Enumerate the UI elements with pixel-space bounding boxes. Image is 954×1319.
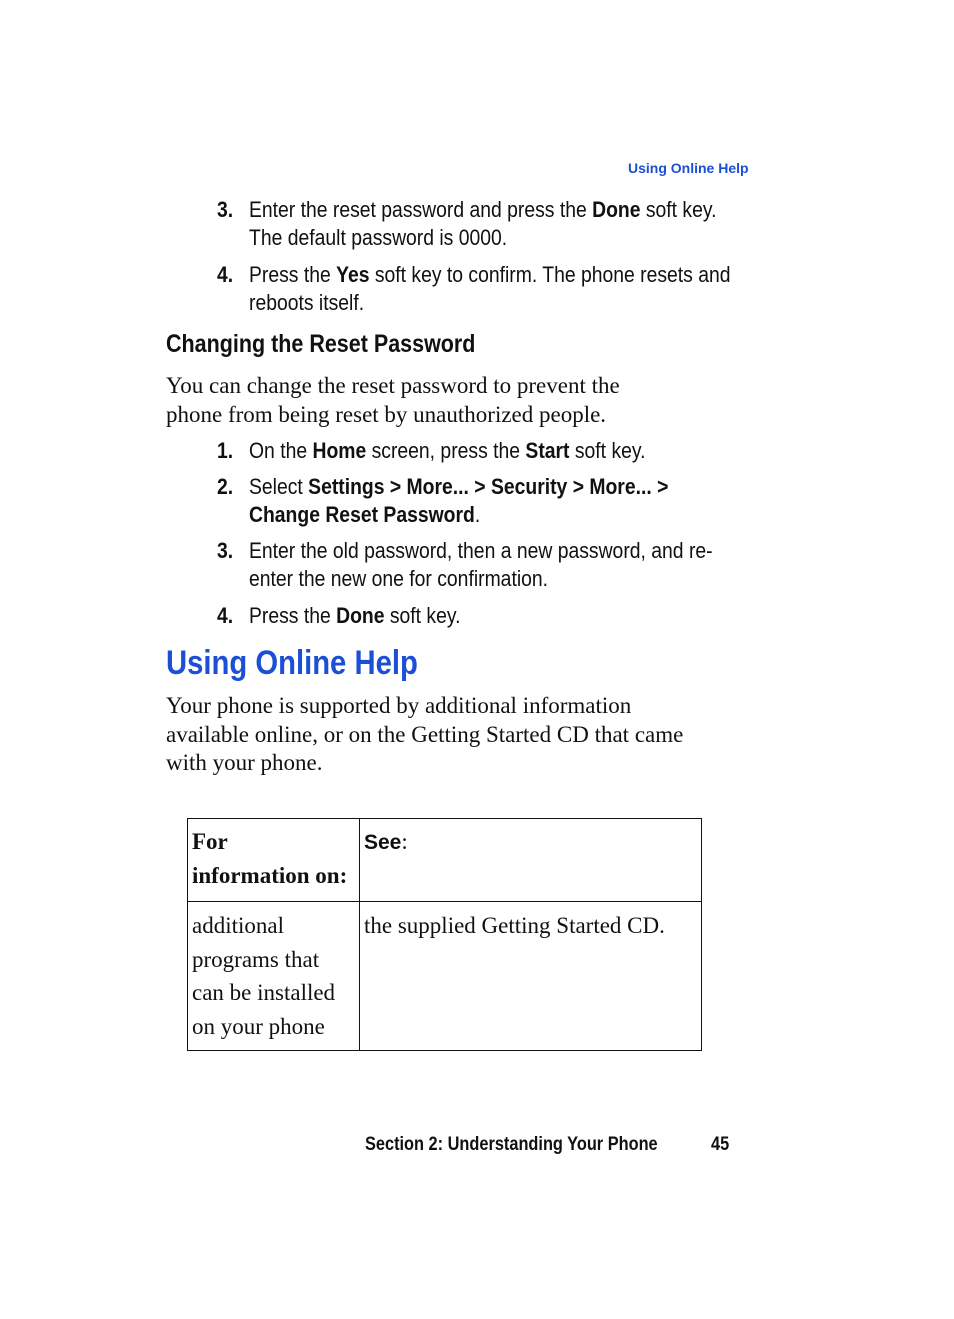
menu-path-end: Change Reset Password [249, 502, 475, 527]
section-intro [166, 372, 746, 429]
step-number: 1. [217, 438, 234, 463]
step-number: 3. [217, 538, 234, 563]
step-line: Enter the old password, then a new password, and re- [249, 538, 713, 563]
step-text [249, 261, 731, 317]
running-head: Using Online Help [628, 160, 749, 176]
done-key-label: Done [592, 197, 641, 222]
step-text [249, 473, 668, 529]
section-heading: Changing the Reset Password [166, 330, 476, 358]
step-text [249, 196, 716, 252]
info-table [187, 818, 702, 1051]
page-number: 45 [711, 1134, 730, 1155]
intro-line: available online, or on the Getting Started CD that came [166, 721, 684, 747]
step-line: Change Reset Password. [249, 502, 481, 527]
step-line: On the Home screen, press the Start soft key. [249, 438, 646, 463]
row-reference: the supplied Getting Started CD. [360, 902, 702, 1051]
done-key-label: Done [336, 603, 385, 628]
step-number: 3. [217, 197, 234, 222]
step-line: The default password is 0000. [249, 225, 508, 250]
page-footer: Section 2: Understanding Your Phone [365, 1134, 658, 1155]
main-intro [166, 692, 746, 778]
step-number: 2. [217, 474, 234, 499]
menu-path: Settings > More... > Security > More... > [308, 474, 669, 499]
intro-line: Your phone is supported by additional information [166, 693, 632, 718]
step-line: Select Settings > More... > Security > More... > [249, 474, 669, 499]
table-row [188, 902, 702, 1051]
step-number: 4. [217, 603, 234, 628]
intro-line: phone from being reset by unauthorized people. [166, 401, 607, 427]
step-line: reboots itself. [249, 290, 365, 315]
main-heading: Using Online Help [166, 644, 418, 682]
table-header-row [188, 819, 702, 902]
step-text [249, 537, 713, 593]
step-line: enter the new one for confirmation. [249, 566, 549, 591]
header-see: See: [360, 819, 702, 902]
row-topic: additional programs that can be installed on your phone [188, 902, 360, 1051]
step-line: Enter the reset password and press the Done soft key. [249, 197, 717, 222]
step-number: 4. [217, 262, 234, 287]
start-key-label: Start [525, 438, 570, 463]
home-label: Home [312, 438, 367, 463]
step-text [249, 602, 460, 630]
yes-key-label: Yes [336, 262, 370, 287]
step-text [249, 437, 646, 465]
step-line: Press the Yes soft key to confirm. The phone resets and [249, 262, 731, 287]
intro-line: with your phone. [166, 750, 323, 775]
intro-line: You can change the reset password to prevent the [166, 373, 620, 398]
header-for-information: For information on: [188, 819, 360, 902]
step-line: Press the Done soft key. [249, 603, 461, 628]
